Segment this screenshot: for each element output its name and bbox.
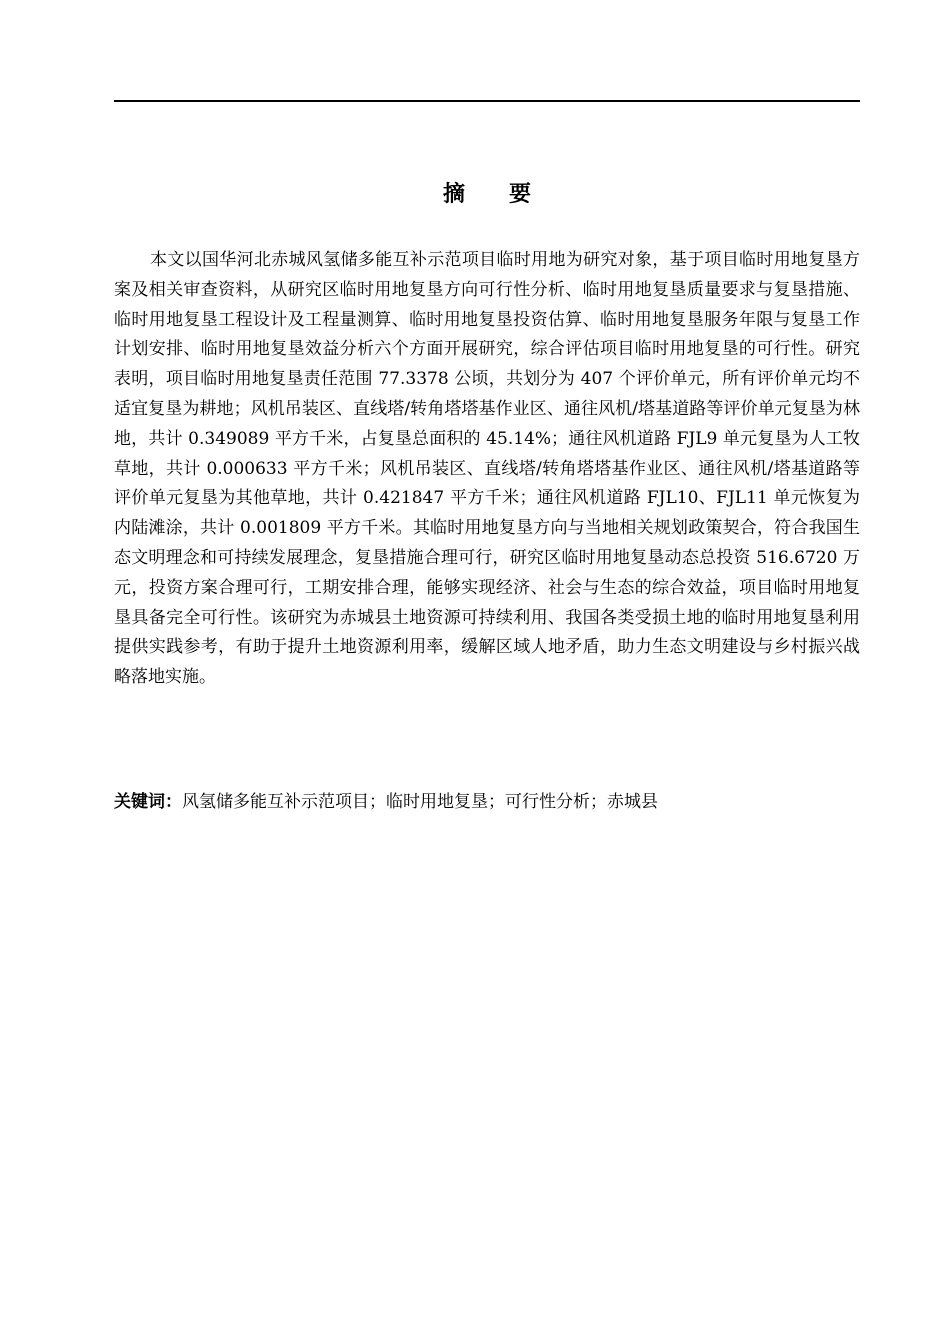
keywords-line bbox=[114, 788, 860, 817]
abstract-paragraph: 本文以国华河北赤城风氢储多能互补示范项目临时用地为研究对象，基于项目临时用地复垦方案及相关审查资料，从研究区临时用地复垦方向可行性分析、临时用地复垦质量要求与复垦措施、临时用地复垦工程设计及工程量测算、临时用地复垦投资估算、临时用地复垦服务年限与复垦工作计划安排、临时用地复垦效益分析六个方面开展研究，综合评估项目临时用地复垦的可行性。研究表明，项目临时用地复垦责任范围 77.3378 公顷，共划分为 407 个评价单元，所有评价单元均不适宜复垦为耕地；风机吊装区、直线塔/转角塔塔基作业区、通往风机/塔基道路等评价单元复垦为林地，共计 0.349089 平方千米，占复垦总面积的 45.14%；通往风机道路 FJL9 单元复垦为人工牧草地，共计 0.000633 平方千米；风机吊装区、直线塔/转角塔塔基作业区、通往风机/塔基道路等评价单元复垦为其他草地，共计 0.421847 平方千米；通往风机道路 FJL10、FJL11 单元恢复为内陆滩涂，共计 0.001809 平方千米。其临时用地复垦方向与当地相关规划政策契合，符合我国生态文明理念和可持续发展理念，复垦措施合理可行，研究区临时用地复垦动态总投资 516.6720 万元，投资方案合理可行，工期安排合理，能够实现经济、社会与生态的综合效益，项目临时用地复垦具备完全可行性。该研究为赤城县土地资源可持续利用、我国各类受损土地的临时用地复垦利用提供实践参考，有助于提升土地资源利用率，缓解区域人地矛盾，助力生态文明建设与乡村振兴战略落地实施。 bbox=[114, 250, 860, 688]
header-rule bbox=[114, 100, 860, 102]
title-char-1: 摘 bbox=[442, 182, 465, 207]
title-char-2: 要 bbox=[509, 182, 532, 207]
page-title bbox=[114, 178, 860, 212]
keywords-text: 风氢储多能互补示范项目；临时用地复垦；可行性分析；赤城县 bbox=[182, 792, 658, 812]
keywords-label: 关键词： bbox=[114, 792, 182, 812]
